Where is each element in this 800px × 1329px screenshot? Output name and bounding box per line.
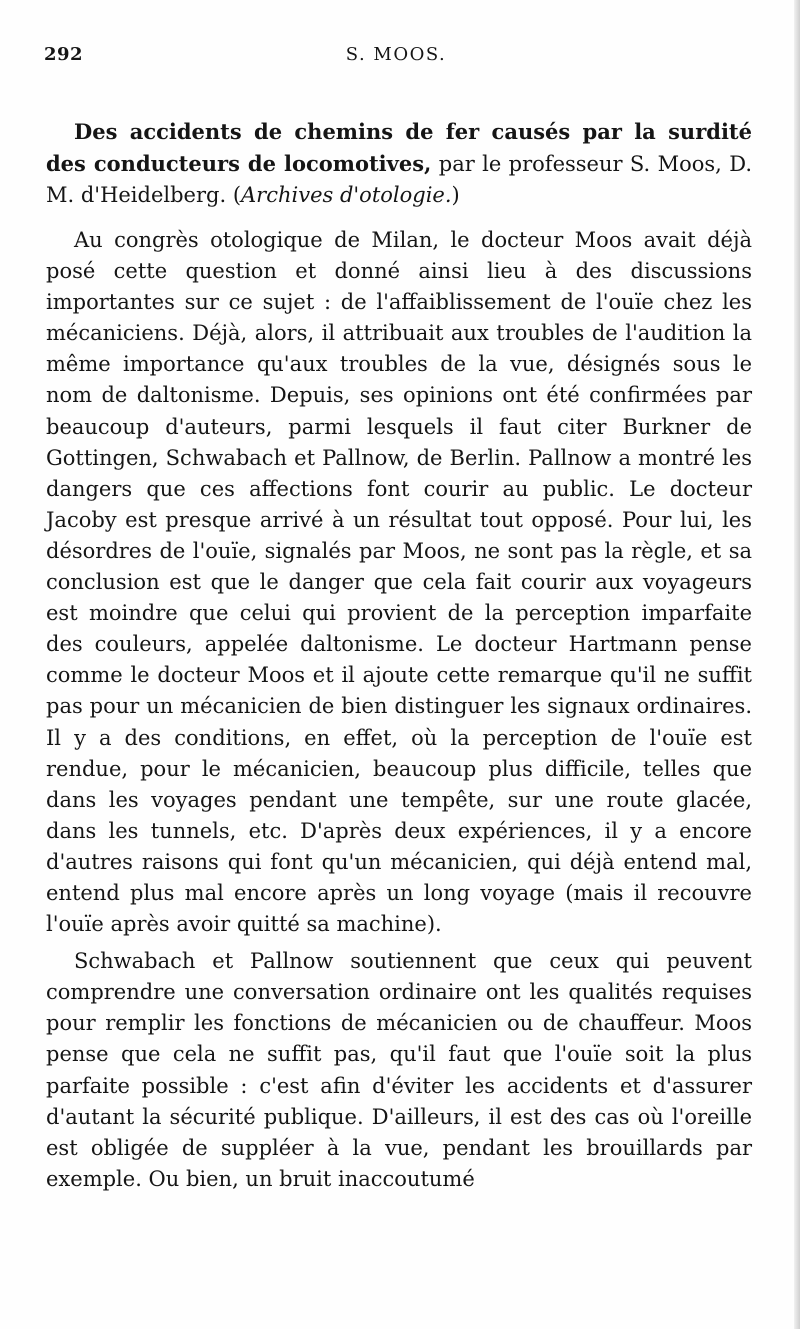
article — [46, 116, 752, 1195]
article-source: Archives d'otologie. — [241, 183, 452, 207]
article-heading — [46, 116, 752, 211]
article-byline: par le professeur S. Moos, D. M. d'Heidelberg. ( — [46, 152, 752, 207]
page-edge-shadow — [794, 0, 800, 1329]
body-paragraph: Au congrès otologique de Milan, le docteur Moos avait déjà posé cette question et donné ainsi lieu à des discussions importantes sur ce sujet : de l'affaiblissement de l'ouïe chez les mécaniciens. Déjà, alors, il attribuait aux troubles de l'audition la même importance qu'aux troubles de la vue, désignés sous le nom de daltonisme. Depuis, ses opinions ont été confirmées par beaucoup d'auteurs, parmi lesquels il faut citer Burkner de Gottingen, Schwabach et Pallnow, de Berlin. Pallnow a montré les dangers que ces affections font courir au public. Le docteur Jacoby est presque arrivé à un résultat tout opposé. Pour lui, les désordres de l'ouïe, signalés par Moos, ne sont pas la règle, et sa conclusion est que le danger que cela fait courir aux voyageurs est moindre que celui qui provient de la perception imparfaite des couleurs, appelée daltonisme. Le docteur Hartmann pense comme le docteur Moos et il ajoute cette remarque qu'il ne suffit pas pour un mécanicien de bien distinguer les signaux ordinaires. Il y a des conditions, en effet, où la perception de l'ouïe est rendue, pour le mécanicien, beaucoup plus difficile, telles que dans les voyages pendant une tempête, sur une route glacée, dans les tunnels, etc. D'après deux expériences, il y a encore d'autres raisons qui font qu'un mécanicien, qui déjà entend mal, entend plus mal encore après un long voyage (mais il recouvre l'ouïe après avoir quitté sa machine). — [46, 228, 752, 937]
running-head: S. MOOS. — [345, 44, 447, 65]
page-number: 292 — [44, 44, 84, 65]
article-byline-close: ) — [451, 183, 460, 207]
article-title: Des accidents de chemins de fer causés par la surdité des conducteurs de locomotives, — [46, 119, 752, 176]
page-header — [44, 44, 748, 74]
body-paragraph: Schwabach et Pallnow soutiennent que ceux qui peuvent comprendre une conversation ordinaire ont les qualités requises pour remplir les fonctions de mécanicien ou de chauffeur. Moos pense que cela ne suffit pas, qu'il faut que l'ouïe soit la plus parfaite possible : c'est afin d'éviter les accidents et d'assurer d'autant la sécurité publique. D'ailleurs, il est des cas où l'oreille est obligée de suppléer à la vue, pendant les brouillards par exemple. Ou bien, un bruit inaccoutumé — [46, 949, 752, 1191]
